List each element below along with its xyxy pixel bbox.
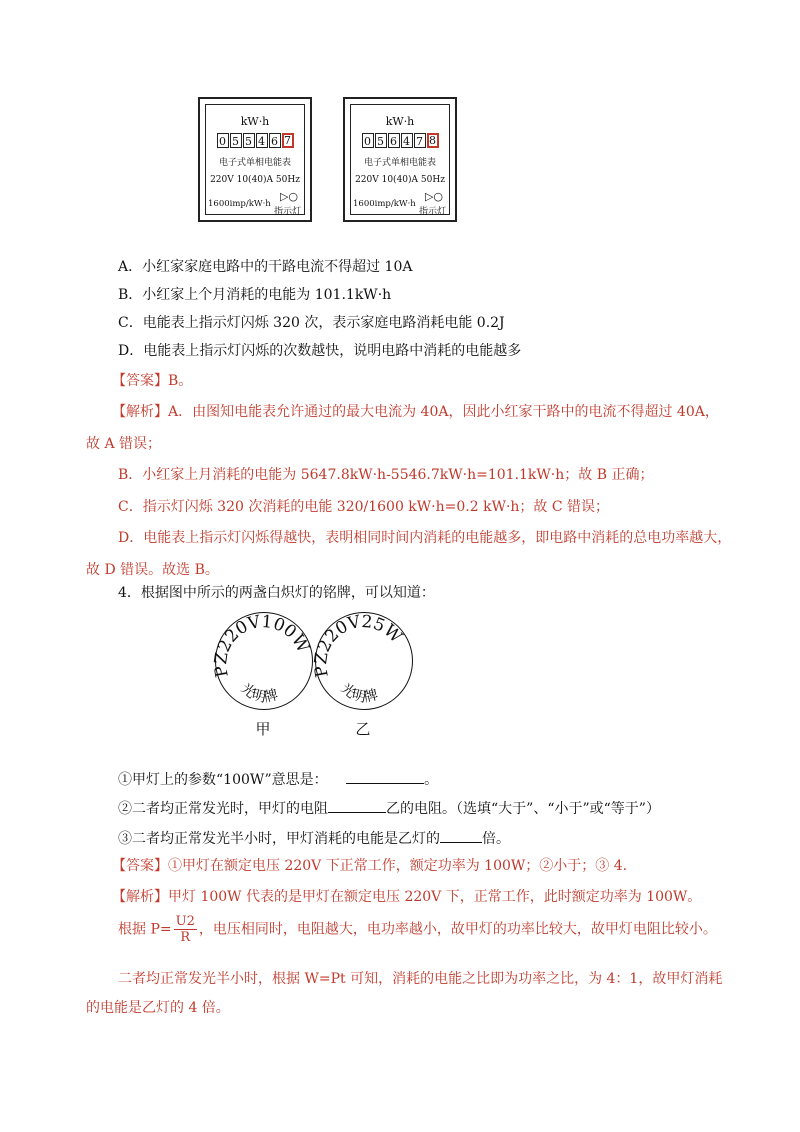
q4-item-2-end: 乙的电阻。（选填“大于”、“小于”或“等于”） [386, 801, 660, 817]
answer-blank-2[interactable] [328, 798, 386, 813]
q4-item-1-end: 。 [424, 772, 439, 788]
q4-item-2 [118, 798, 660, 818]
answer-blank-1[interactable] [346, 769, 424, 784]
meter-digit: 6 [388, 133, 400, 148]
lamp-nameplate-text [211, 611, 313, 710]
option-b: B．小红家上个月消耗的电能为 101.1kW·h [118, 287, 392, 303]
meter-digit: 7 [414, 133, 426, 148]
meter-frame [350, 104, 450, 215]
meter-digit: 4 [256, 133, 268, 148]
indicator-symbol-icon: ▷○ [279, 190, 298, 203]
energy-meter-1 [198, 97, 312, 222]
q4-answer: 【答案】①甲灯在额定电压 220V 下正常工作，额定功率为 100W；②小于；③ 4. [112, 858, 628, 874]
meter-imp: 1600imp/kW·h [353, 199, 416, 209]
option-a: A．小红家家庭电路中的干路电流不得超过 10A [118, 259, 413, 275]
meter-imp: 1600imp/kW·h [208, 199, 271, 209]
q4-analysis-3-cont: 的电能是乙灯的 4 倍。 [86, 1000, 230, 1016]
formula-suffix: ，电压相同时，电阻越大，电功率越小，故甲灯的功率比较大，故甲灯电阻比较小。 [198, 921, 717, 938]
meter-digit: 4 [401, 133, 413, 148]
lamp-rating: PZ220V25W [311, 611, 406, 679]
meter-type: 电子式单相电能表 [218, 158, 291, 168]
meter-digit-decimal: 8 [427, 133, 439, 148]
meter-digit: 0 [362, 133, 374, 148]
meter-spec: 220V 10(40)A 50Hz [210, 175, 300, 185]
q4-analysis-1: 【解析】甲灯 100W 代表的是甲灯在额定电压 220V 下，正常工作，此时额定功率为 100W。 [112, 889, 702, 905]
meter-digits [351, 133, 449, 148]
meter-digits [206, 133, 304, 148]
option-c: C．电能表上指示灯闪烁 320 次，表示家庭电路消耗电能 0.2J [118, 315, 505, 331]
formula-prefix: 根据 P= [118, 921, 172, 938]
meter-digit: 6 [269, 133, 281, 148]
meter-spec: 220V 10(40)A 50Hz [355, 175, 445, 185]
meter-digit: 5 [375, 133, 387, 148]
meter-unit: kW·h [385, 115, 415, 128]
lamp-nameplate-text [311, 611, 413, 710]
meter-light-label: 指示灯 [273, 207, 301, 217]
q4-stem: 4．根据图中所示的两盏白炽灯的铭牌，可以知道： [118, 585, 435, 601]
meter-unit: kW·h [240, 115, 270, 128]
q4-item-2-text: ②二者均正常发光时，甲灯的电阻 [118, 801, 328, 817]
q3-analysis-b: B．小红家上月消耗的电能为 5647.8kW·h-5546.7kW·h=101.1kW·h；故 B 正确； [118, 467, 654, 483]
formula-denominator: R [180, 930, 191, 945]
answer-blank-3[interactable] [440, 828, 482, 843]
meter-light-label: 指示灯 [418, 207, 446, 217]
indicator-symbol-icon: ▷○ [424, 190, 443, 203]
q3-answer: 【答案】B。 [112, 373, 193, 389]
lamp-brand: 光明牌 [337, 680, 380, 706]
energy-meter-2 [343, 97, 457, 222]
lamp-jia [211, 611, 315, 742]
q3-analysis-c: C．指示灯闪烁 320 次消耗的电能 320/1600 kW·h=0.2 kW·h；故 C 错误； [118, 499, 610, 515]
q4-item-1-text: ①甲灯上的参数“100W”意思是： [118, 772, 328, 788]
meter-digit: 5 [243, 133, 255, 148]
meter-digit: 0 [217, 133, 229, 148]
formula-numerator: U2 [175, 914, 195, 929]
meter-frame [205, 104, 305, 215]
q3-analysis-a: 【解析】A．由图知电能表允许通过的最大电流为 40A，因此小红家干路中的电流不得超过 40A， [112, 404, 719, 420]
lamp-label: 甲 [255, 720, 271, 738]
q3-analysis-d: D．电能表上指示灯闪烁得越快，表明相同时间内消耗的电能越多，即电路中消耗的总电功率越大， [118, 530, 732, 546]
lamp-brand: 光明牌 [237, 680, 280, 706]
lamp-rating: PZ220V100W [211, 611, 313, 679]
q4-item-3-end: 倍。 [482, 831, 510, 847]
q4-analysis-2 [118, 914, 717, 945]
lamp-label: 乙 [355, 720, 371, 738]
power-formula-fraction [174, 914, 197, 945]
q4-item-1 [118, 769, 438, 789]
meter-digit: 5 [230, 133, 242, 148]
q4-analysis-3: 二者均正常发光半小时，根据 W=Pt 可知，消耗的电能之比即为功率之比，为 4：1，故甲灯消耗 [118, 971, 723, 987]
option-d: D．电能表上指示灯闪烁的次数越快，说明电路中消耗的电能越多 [118, 343, 522, 359]
lamp-yi [311, 611, 415, 742]
q3-analysis-d-cont: 故 D 错误。故选 B。 [86, 562, 219, 578]
q4-item-3-text: ③二者均正常发光半小时，甲灯消耗的电能是乙灯的 [118, 831, 440, 847]
q4-item-3 [118, 828, 510, 848]
meter-digit-decimal: 7 [282, 133, 294, 148]
q3-analysis-a-cont: 故 A 错误； [86, 436, 162, 452]
meter-type: 电子式单相电能表 [363, 158, 436, 168]
